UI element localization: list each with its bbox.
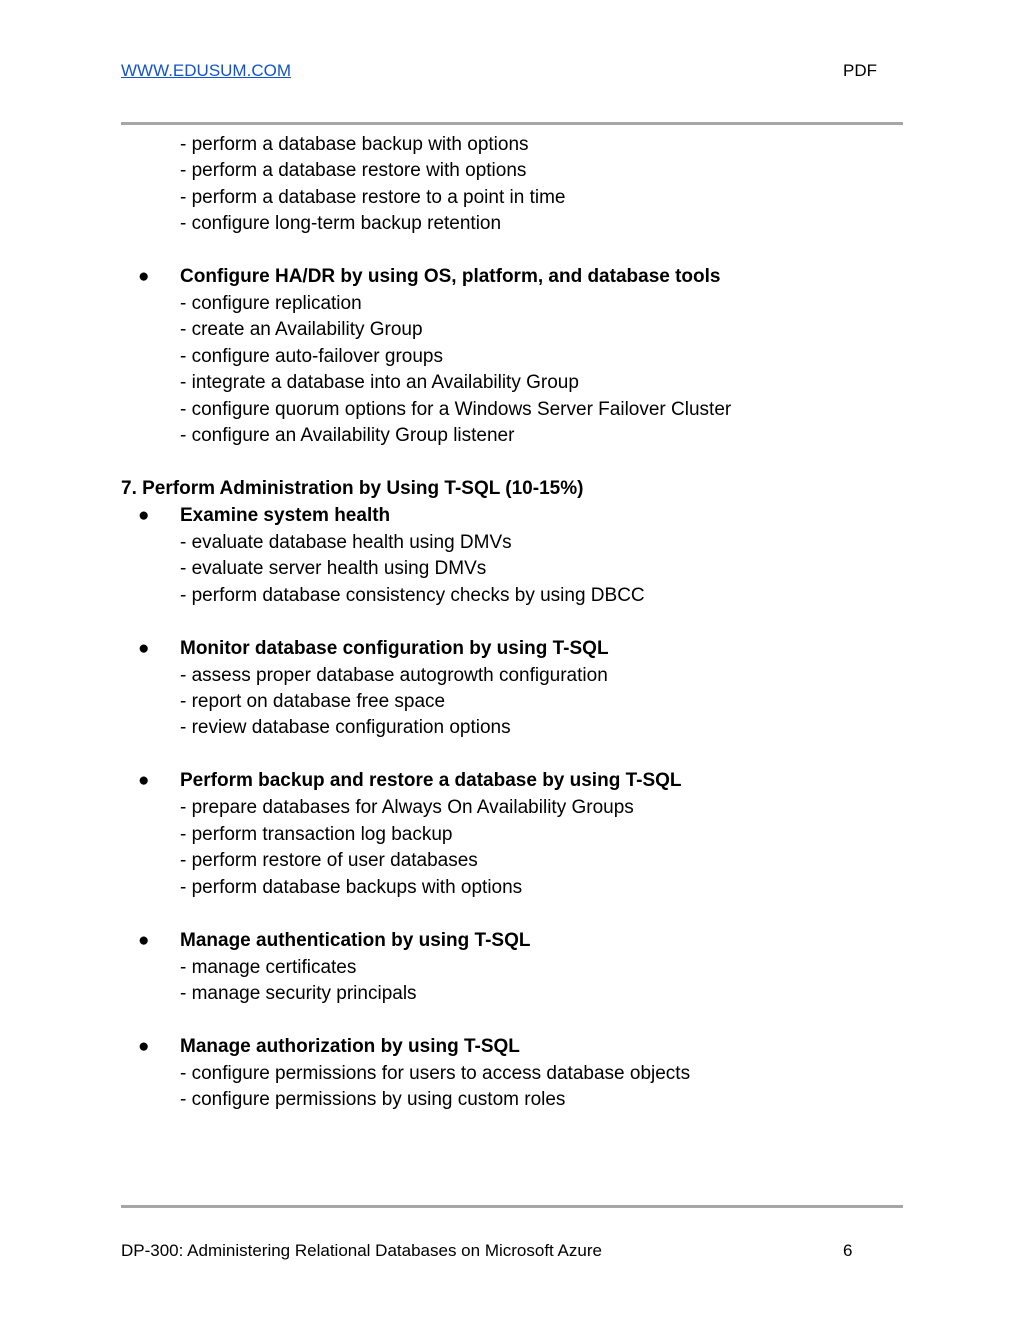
list-item: - configure permissions for users to access database objects xyxy=(180,1063,691,1084)
footer-title: DP-300: Administering Relational Databases on Microsoft Azure xyxy=(121,1241,602,1260)
bullet-icon: ● xyxy=(138,1036,150,1057)
list-item: - configure permissions by using custom roles xyxy=(180,1089,566,1110)
doc-type-label: PDF xyxy=(843,61,877,80)
list-item: - perform a database backup with options xyxy=(180,134,529,155)
list-item: - report on database free space xyxy=(180,691,446,712)
site-link[interactable]: WWW.EDUSUM.COM xyxy=(121,61,291,80)
list-item: - perform restore of user databases xyxy=(180,850,478,871)
bullet-icon: ● xyxy=(138,930,150,951)
list-item: - integrate a database into an Availability Group xyxy=(180,372,579,393)
list-item: - perform database consistency checks by using DBCC xyxy=(180,585,645,606)
subsection-title: Monitor database configuration by using T-SQL xyxy=(180,638,609,659)
subsection-title: Manage authorization by using T-SQL xyxy=(180,1036,520,1057)
list-item: - perform a database restore to a point in time xyxy=(180,187,566,208)
list-item: - configure auto-failover groups xyxy=(180,346,443,367)
list-item: - configure an Availability Group listener xyxy=(180,425,515,446)
footer-divider xyxy=(121,1205,903,1208)
section-title: 7. Perform Administration by Using T-SQL (10-15%) xyxy=(121,478,584,499)
list-item: - evaluate database health using DMVs xyxy=(180,532,512,553)
list-item: - perform a database restore with options xyxy=(180,160,527,181)
header-divider xyxy=(121,122,903,125)
list-item: - configure long-term backup retention xyxy=(180,213,502,234)
list-item: - review database configuration options xyxy=(180,717,511,738)
subsection-title: Perform backup and restore a database by using T-SQL xyxy=(180,770,682,791)
bullet-icon: ● xyxy=(138,266,150,287)
bullet-icon: ● xyxy=(138,770,150,791)
list-item: - prepare databases for Always On Availability Groups xyxy=(180,797,634,818)
list-item: - manage certificates xyxy=(180,957,357,978)
subsection-title: Configure HA/DR by using OS, platform, and database tools xyxy=(180,266,721,287)
list-item: - configure quorum options for a Windows Server Failover Cluster xyxy=(180,399,732,420)
list-item: - create an Availability Group xyxy=(180,319,423,340)
bullet-icon: ● xyxy=(138,505,150,526)
bullet-icon: ● xyxy=(138,638,150,659)
list-item: - perform database backups with options xyxy=(180,877,523,898)
subsection-title: Manage authentication by using T-SQL xyxy=(180,930,531,951)
list-item: - assess proper database autogrowth configuration xyxy=(180,665,608,686)
subsection-title: Examine system health xyxy=(180,505,391,526)
list-item: - manage security principals xyxy=(180,983,417,1004)
list-item: - evaluate server health using DMVs xyxy=(180,558,487,579)
page-number: 6 xyxy=(843,1241,853,1260)
list-item: - perform transaction log backup xyxy=(180,824,453,845)
list-item: - configure replication xyxy=(180,293,362,314)
